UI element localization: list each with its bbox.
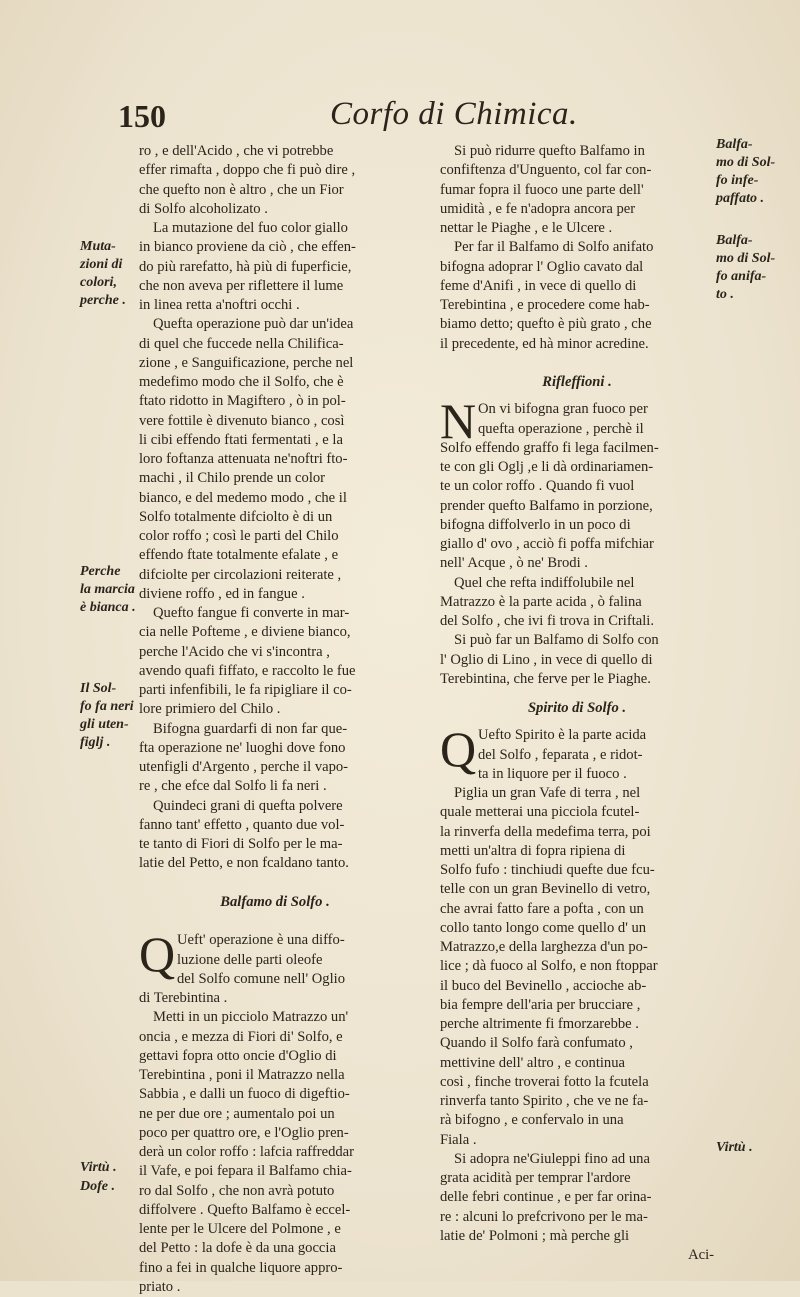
text-line: giallo d' ovo , acciò fi poffa mifchiar xyxy=(440,536,654,552)
text-line: di quel che fuccede nella Chilifica- xyxy=(139,335,344,352)
text-line: avendo quafi fiffato, e raccolto le fue xyxy=(139,662,356,679)
running-title: Corfo di Chimica. xyxy=(330,96,578,132)
text-line: che non aveva per riflettere il lume xyxy=(139,277,344,294)
text-line: effer rimafta , doppo che fi può dire , xyxy=(139,162,356,179)
text-line: fino a fei in qualche liquore appro- xyxy=(139,1259,343,1276)
page-header xyxy=(118,96,718,140)
text-line: Aci- xyxy=(688,1247,714,1263)
margin-note-solfo-neri xyxy=(80,680,134,752)
text-line: gettavi fopra otto oncie d'Oglio di xyxy=(139,1047,337,1064)
text-line: color roffo ; così le parti del Chilo xyxy=(139,528,339,544)
text-line: perche l'Acido che vi s'incontra , xyxy=(139,643,330,660)
margin-note-virtu-right xyxy=(716,1139,753,1157)
text-line: Fiala . xyxy=(440,1131,477,1148)
text-line: il precedente, ed hà minor acredine. xyxy=(440,335,649,352)
left-column xyxy=(139,142,411,1297)
paragraph xyxy=(440,721,714,784)
drop-cap: Q xyxy=(440,721,477,778)
text-line: nettar le Piaghe , e le Ulcere . xyxy=(440,220,613,236)
text-line: ta in liquore per il fuoco . xyxy=(478,765,627,782)
margin-note-balfamo xyxy=(716,136,775,208)
text-line: effendo ftate totalmente efalate , e xyxy=(139,547,339,564)
margin-line: gli uten- xyxy=(80,717,129,732)
margin-line: paffato . xyxy=(716,191,764,206)
margin-line: mo di Sol- xyxy=(716,251,776,266)
text-line: che quefto non è altro , che un Fior xyxy=(139,181,344,198)
text-line: del Solfo , feparata , e ridot- xyxy=(478,746,643,763)
right-column xyxy=(440,142,714,1265)
margin-note-anifato xyxy=(716,232,775,304)
text-line: ne per due ore ; aumentalo poi un xyxy=(139,1105,335,1122)
text-line: ftato ridotto in Magiftero , ò in pol- xyxy=(139,393,346,410)
text-line: rinverfa tanto Spirito , che ve ne fa- xyxy=(440,1093,649,1109)
text-line: Bifogna guardarfi di non far que- xyxy=(153,720,348,737)
text-line: delle febri continue , e per far orina- xyxy=(440,1189,652,1206)
text-line: la rinverfa della medefima terra, poi xyxy=(440,823,651,840)
margin-note-perche xyxy=(80,563,136,617)
text-line: del Solfo , che ivi fi trova in Criftali. xyxy=(440,613,654,629)
text-line: loro foftanza attenuata ne'noftri fto- xyxy=(139,451,348,467)
text-line: grata acidità per temprar l'ardore xyxy=(440,1170,631,1186)
text-line: del Solfo comune nell' Oglio xyxy=(177,970,345,987)
text-line: fanno tant' effetto , quanto due vol- xyxy=(139,816,345,833)
text-line: Quando il Solfo farà confumato , xyxy=(440,1035,633,1052)
text-line: nell' Acque , ò ne' Brodi . xyxy=(440,555,588,572)
text-line: telle con un gran Bevinello di vetro, xyxy=(440,881,651,898)
text-line: Matrazzo è la parte acida , ò falina xyxy=(440,593,642,610)
text-line: quale metterai una picciola fcutel- xyxy=(440,804,640,821)
text-line: diviene roffo , ed in fangue . xyxy=(139,585,305,602)
margin-line: Muta- xyxy=(80,239,116,254)
text-line: così , finche troverai fotto la fcutela xyxy=(440,1073,649,1090)
text-line: Si può ridurre quefto Balfamo in xyxy=(454,143,645,159)
text-line: oncia , e mezza di Fiori di' Solfo, e xyxy=(139,1028,343,1045)
paragraph xyxy=(440,631,714,689)
text-line: Solfo effendo graffo fi lega facilmen- xyxy=(440,439,659,456)
margin-line: Virtù . xyxy=(716,1140,753,1155)
text-line: in bianco proviene da ciò , che effen- xyxy=(139,239,356,256)
text-line: Sabbia , e dalli un fuoco di digeftio- xyxy=(139,1086,350,1103)
margin-line: Perche xyxy=(80,564,121,579)
text-line: che avrai fatto fare a pofta , con un xyxy=(440,900,644,917)
paragraph xyxy=(139,315,411,604)
paragraph xyxy=(139,604,411,720)
text-line: vere fottile è divenuto bianco , così xyxy=(139,412,345,429)
margin-line: figlj . xyxy=(80,735,111,750)
text-line: Uefto Spirito è la parte acida xyxy=(478,727,647,744)
text-line: Si adopra ne'Giuleppi fino ad una xyxy=(454,1150,650,1167)
text-line: Metti in un picciolo Matrazzo un' xyxy=(153,1009,349,1026)
text-line: ro , e dell'Acido , che vi potrebbe xyxy=(139,143,334,159)
margin-line: fo anifa- xyxy=(716,269,767,284)
text-line: bia fempre dell'aria per brucciare , xyxy=(440,996,641,1013)
text-line: bianco, e del medemo modo , che il xyxy=(139,489,347,506)
margin-line: zioni di xyxy=(80,257,123,272)
text-line: biamo detto; quefto è più grato , che xyxy=(440,316,652,333)
paragraph xyxy=(139,142,411,219)
margin-line: colori, xyxy=(80,275,117,290)
paragraph xyxy=(139,797,411,874)
paragraph xyxy=(139,1008,411,1297)
paragraph xyxy=(440,393,714,573)
margin-line: è bianca . xyxy=(80,600,136,615)
text-line: Quefto fangue fi converte in mar- xyxy=(153,605,350,621)
text-line: bifogna adoprar l' Oglio cavato dal xyxy=(440,258,644,275)
paragraph xyxy=(440,574,714,632)
margin-line: Il Sol- xyxy=(80,681,117,696)
text-line: mettivine dell' altro , e continua xyxy=(440,1054,625,1071)
text-line: On vi bifogna gran fuoco per xyxy=(478,401,648,418)
page-number: 150 xyxy=(118,98,166,134)
text-line: Quindeci grani di quefta polvere xyxy=(153,797,343,814)
text-line: li cibi effendo ftati fermentati , e la xyxy=(139,431,343,448)
text-line: Terebintina , e procedere come hab- xyxy=(440,297,650,313)
text-line: te un color roffo . Quando fi vuol xyxy=(440,478,635,495)
section-heading: Balfamo di Solfo . xyxy=(220,893,330,910)
paragraph xyxy=(440,142,714,238)
margin-line: perche . xyxy=(80,293,126,308)
drop-cap: Q xyxy=(139,926,176,983)
drop-cap: N xyxy=(440,393,477,450)
text-line: machi , il Chilo prende un color xyxy=(139,470,326,487)
text-line: di Solfo alcoholizato . xyxy=(139,200,268,217)
text-line: Terebintina, che ferve per le Piaghe. xyxy=(440,670,651,687)
text-line: il Vafe, e poi fepara il Balfamo chia- xyxy=(139,1163,352,1180)
section-heading: Rifleffioni . xyxy=(542,374,612,390)
margin-note-virtu xyxy=(80,1159,117,1177)
text-line: diffolvere . Quefto Balfamo è eccel- xyxy=(139,1201,351,1218)
text-line: bifogna diffolverlo in un poco di xyxy=(440,516,631,533)
paragraph xyxy=(139,219,411,315)
paragraph xyxy=(440,784,714,1150)
margin-line: la marcia xyxy=(80,582,135,597)
text-line: metti un'altra di fopra ripiena di xyxy=(440,842,626,859)
text-line: di Terebintina . xyxy=(139,990,228,1006)
margin-line: fo fa neri xyxy=(80,699,134,714)
text-line: lente per le Ulcere del Polmone , e xyxy=(139,1221,341,1237)
text-line: te tanto di Fiori di Solfo per le ma- xyxy=(139,836,343,852)
margin-note-dofe xyxy=(80,1178,115,1196)
margin-line: Virtù . xyxy=(80,1160,117,1175)
text-line: perche altrimente fi fmorzarebbe . xyxy=(440,1016,639,1032)
text-line: collo tanto longo come quello d' un xyxy=(440,919,647,936)
paragraph xyxy=(440,238,714,354)
text-line: medefimo modo che il Solfo, che è xyxy=(139,374,344,390)
margin-line: fo infe- xyxy=(716,173,759,188)
text-line: prender quefto Balfamo in porzione, xyxy=(440,497,653,514)
text-line: feme d'Anifi , in vece di quello di xyxy=(440,277,637,294)
text-line: confiftenza d'Unguento, col far con- xyxy=(440,162,652,179)
text-line: priato . xyxy=(139,1278,181,1295)
text-line: zione , e Sanguificazione, perche nel xyxy=(139,354,354,371)
margin-line: Balfa- xyxy=(716,137,753,152)
text-line: l' Oglio di Lino , in vece di quello di xyxy=(440,651,653,668)
text-line: Matrazzo,e della larghezza d'un po- xyxy=(440,939,648,955)
text-line: il buco del Bevinello , accioche ab- xyxy=(440,977,647,994)
text-line: Solfo fufo : tinchiudi quefte due fcu- xyxy=(440,862,655,878)
text-line: Si può far un Balfamo di Solfo con xyxy=(454,632,659,649)
text-line: Solfo totalmente difciolto è di un xyxy=(139,508,333,525)
section-heading: Spirito di Solfo . xyxy=(527,700,627,716)
text-line: re : alcuni lo prefcrivono per le ma- xyxy=(440,1208,648,1225)
text-line: te con gli Oglj ,e li dà ordinariamen- xyxy=(440,459,654,475)
margin-line: mo di Sol- xyxy=(716,155,776,170)
text-line: cia nelle Pofteme , e diviene bianco, xyxy=(139,624,351,641)
text-line: latie del Petto, e non fcaldano tanto. xyxy=(139,855,349,872)
text-line: fumar fopra il fuoco une parte dell' xyxy=(440,181,644,198)
text-line: luzione delle parti oleofe xyxy=(177,951,323,968)
text-line: lore primiero del Chilo . xyxy=(139,701,281,718)
text-line: ro dal Solfo , che non avrà potuto xyxy=(139,1182,335,1199)
text-line: difciolte per circolazioni reiterate , xyxy=(139,566,342,583)
text-line: La mutazione del fuo color giallo xyxy=(153,220,348,236)
text-line: umidità , e fe n'adopra ancora per xyxy=(440,200,636,217)
margin-line: to . xyxy=(716,287,734,302)
text-line: lice ; dà fuoco al Solfo, e non ftoppar xyxy=(440,958,658,975)
paragraph xyxy=(139,926,411,1008)
text-line: re , che efce dal Solfo li fa neri . xyxy=(139,778,327,795)
text-line: derà un color roffo : lafcia raffreddar xyxy=(139,1144,355,1160)
paragraph xyxy=(139,720,411,797)
margin-line: Dofe . xyxy=(80,1179,115,1194)
text-line: Quel che refta indiffolubile nel xyxy=(454,574,635,591)
text-line: utenfigli d'Argento , perche il vapo- xyxy=(139,759,349,775)
text-line: fta operazione ne' luoghi dove fono xyxy=(139,739,346,756)
text-line: Piglia un gran Vafe di terra , nel xyxy=(454,785,641,801)
paragraph xyxy=(440,1150,714,1266)
text-line: do più rarefatto, hà più di fuperficie, xyxy=(139,258,352,275)
text-line: quefta operazione , perchè il xyxy=(478,420,644,437)
text-line: Ueft' operazione è una diffo- xyxy=(177,932,345,949)
text-line: Quefta operazione può dar un'idea xyxy=(153,316,354,333)
margin-note-mutazioni xyxy=(80,238,126,310)
text-line: in linea retta a'noftri occhi . xyxy=(139,297,300,313)
text-line: poco per quattro ore, e l'Oglio pren- xyxy=(139,1124,349,1141)
margin-line: Balfa- xyxy=(716,233,753,248)
text-line: Per far il Balfamo di Solfo anifato xyxy=(454,239,654,256)
text-line: latie de' Polmoni ; mà perche gli xyxy=(440,1227,630,1244)
text-line: rà bifogno , e confervalo in una xyxy=(440,1112,624,1129)
text-line: parti infenfibili, le fa ripigliare il co- xyxy=(139,682,352,698)
text-line: del Petto : la dofe è da una goccia xyxy=(139,1240,336,1257)
text-line: Terebintina , poni il Matrazzo nella xyxy=(139,1067,345,1083)
